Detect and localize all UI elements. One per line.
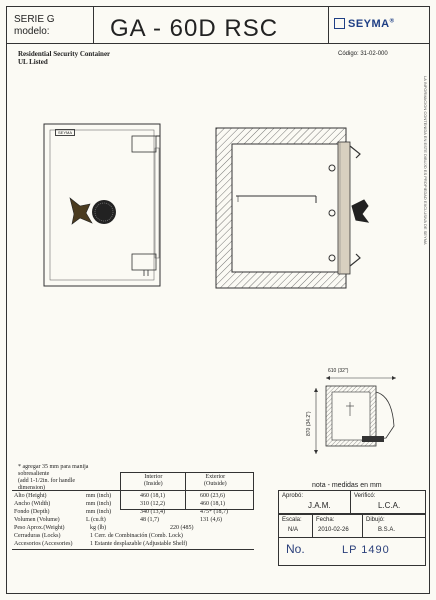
row-width-label: Ancho (Width) — [14, 501, 51, 507]
date-value: 2010-02-26 — [318, 527, 349, 533]
interior-sub: (Inside) — [144, 481, 163, 487]
approved-label: Aprobó: — [282, 493, 304, 499]
tb-col-a — [350, 490, 351, 514]
plan-width-label: 610 (32") — [328, 368, 349, 374]
row-locks-value: 1 Cerr. de Combinación (Comb. Lock) — [90, 533, 183, 539]
drawing-number-label: No. — [286, 542, 305, 556]
row-height-unit: mm (inch) — [86, 493, 112, 499]
specs-rows — [12, 490, 254, 491]
note-line: sobresaliente — [18, 471, 50, 477]
header-interior — [144, 474, 163, 488]
brand-logo: SEYMA® — [348, 18, 395, 30]
exterior-label: Exterior — [205, 474, 226, 480]
tb-col-b — [312, 514, 313, 538]
row-volume-interior: 48 (1,7) — [140, 517, 159, 523]
certification: UL Listed — [18, 58, 48, 66]
copyright-note: LA INFORMACION CONTENIDA EN ESTE DIBUJO ES PROPIEDAD EXCLUSIVA DE SEYMA — [423, 76, 428, 245]
specs-bottom-line — [12, 549, 254, 550]
row-weight-label: Peso Aprox.(Weight) — [14, 525, 65, 531]
note-line: * agregar 35 mm para manija — [18, 464, 89, 470]
tb-col-c — [362, 514, 363, 538]
front-view-drawing — [36, 118, 176, 298]
row-volume-label: Volumen (Volume) — [14, 517, 60, 523]
drawn-label: Dibujó: — [366, 517, 385, 523]
drawing-number: LP 1490 — [342, 544, 390, 556]
exterior-sub: (Outside) — [204, 481, 227, 487]
row-height-exterior: 600 (23,6) — [200, 493, 225, 499]
row-width-interior: 310 (12,2) — [140, 501, 165, 507]
row-depth-unit: mm (inch) — [86, 509, 112, 515]
row-weight-unit: kg (lb) — [90, 525, 107, 531]
plan-height-label: 870 (34.2") — [306, 411, 312, 436]
note-line: dimension) — [18, 485, 45, 491]
drawing-sheet — [6, 6, 430, 594]
scale-value: N/A — [288, 527, 299, 533]
scale-label: Escala: — [282, 517, 302, 523]
row-width-exterior: 460 (18,1) — [200, 501, 225, 507]
units-note: nota - medidas en mm — [312, 482, 382, 489]
row-depth-interior: 340 (13,4) — [140, 509, 165, 515]
row-locks-label: Cerraduras (Locks) — [14, 533, 61, 539]
note-line: (add 1-1/2in. for handle — [18, 478, 75, 484]
verified-label: Verificó: — [354, 493, 376, 499]
plan-view-drawing — [296, 366, 406, 466]
specs-col-divider — [185, 472, 186, 510]
verified-value: L.C.A. — [378, 501, 401, 510]
section-view-drawing — [206, 118, 376, 298]
row-height-label: Alto (Height) — [14, 493, 47, 499]
row-depth-label: Fondo (Depth) — [14, 509, 50, 515]
product-code: Código: 31-02-000 — [338, 51, 388, 57]
row-width-unit: mm (inch) — [86, 501, 112, 507]
row-accessories-label: Accesorios (Accesories) — [14, 541, 73, 547]
model-label: modelo: — [14, 26, 50, 37]
row-volume-unit: L (cu.ft) — [86, 517, 106, 523]
series-label — [14, 14, 55, 38]
row-depth-exterior: 475* (18,7) — [200, 509, 228, 515]
row-accessories-value: 1 Estante desplazable (Adjustable Shelf) — [90, 541, 188, 547]
row-weight-value: 220 (485) — [170, 525, 194, 531]
product-description — [18, 50, 110, 66]
header-exterior — [204, 474, 227, 488]
interior-label: Interior — [144, 474, 163, 480]
model-name: GA - 60D RSC — [110, 15, 279, 42]
date-label: Fecha: — [316, 517, 335, 523]
row-volume-exterior: 131 (4,6) — [200, 517, 222, 523]
drawn-value: B.S.A. — [378, 527, 396, 533]
approved-value: J.A.M. — [308, 501, 331, 510]
brand-logo-icon — [334, 18, 345, 29]
front-brand-plate: SEYMA — [55, 129, 75, 136]
product-type: Residential Security Container — [18, 50, 111, 58]
row-height-interior: 460 (18,1) — [140, 493, 165, 499]
series-text: SERIE G — [14, 14, 55, 25]
